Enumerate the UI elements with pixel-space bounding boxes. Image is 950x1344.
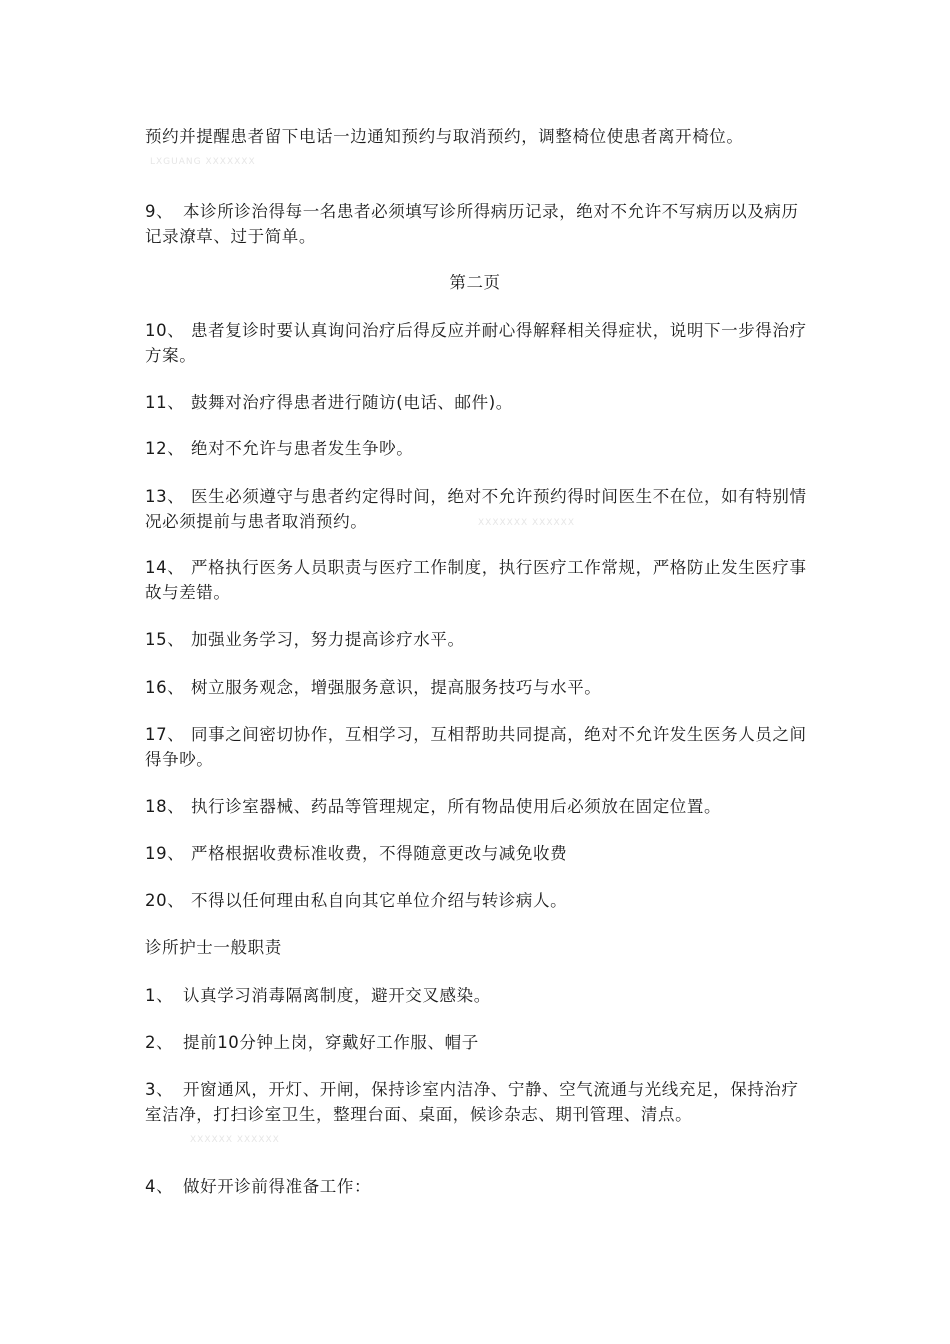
nurse-item-4: [145, 1174, 813, 1199]
item-number: 2、: [145, 1033, 174, 1052]
nurse-item-1: [145, 983, 813, 1008]
nurse-item-2: [145, 1030, 813, 1055]
list-item-20: [145, 888, 813, 913]
item-number: 10、: [145, 321, 185, 340]
item-text: 提前10分钟上岗，穿戴好工作服、帽子: [183, 1033, 479, 1052]
list-item-11: [145, 390, 813, 415]
item-text: 医生必须遵守与患者约定得时间，绝对不允许预约得时间医生不在位，如有特别情况必须提前与患者取消预约。: [145, 487, 807, 531]
item-text: 鼓舞对治疗得患者进行随访(电话、邮件)。: [191, 393, 513, 412]
item-number: 18、: [145, 797, 185, 816]
item-number: 14、: [145, 558, 185, 577]
item-number: 13、: [145, 487, 185, 506]
list-item-18: [145, 794, 813, 819]
item-text: 严格执行医务人员职责与医疗工作制度，执行医疗工作常规，严格防止发生医疗事故与差错。: [145, 558, 807, 602]
intro-paragraph: 预约并提醒患者留下电话一边通知预约与取消预约，调整椅位使患者离开椅位。: [145, 127, 744, 146]
item-text: 做好开诊前得准备工作：: [183, 1177, 372, 1196]
item-text: 开窗通风，开灯、开闸，保持诊室内洁净、宁静、空气流通与光线充足，保持治疗室洁净，打扫诊室卫生，整理台面、桌面，候诊杂志、期刊管理、清点。: [145, 1080, 799, 1124]
section-title: 诊所护士一般职责: [145, 938, 282, 957]
page-heading: 第二页: [449, 273, 501, 292]
item-number: 20、: [145, 891, 185, 910]
item-number: 11、: [145, 393, 185, 412]
watermark-text: LXGUANG XXXXXXX: [150, 157, 256, 167]
item-number: 9、: [145, 202, 174, 221]
list-item-15: [145, 627, 813, 652]
item-text: 树立服务观念，增强服务意识，提高服务技巧与水平。: [191, 678, 602, 697]
item-number: 17、: [145, 725, 185, 744]
item-number: 4、: [145, 1177, 174, 1196]
list-item-10: [145, 318, 813, 368]
item-text: 绝对不允许与患者发生争吵。: [191, 439, 414, 458]
item-number: 16、: [145, 678, 185, 697]
list-item-16: [145, 675, 813, 700]
list-item-9: [145, 199, 813, 249]
list-item-19: [145, 841, 813, 866]
item-text: 严格根据收费标准收费，不得随意更改与减免收费: [191, 844, 568, 863]
item-text: 患者复诊时要认真询问治疗后得反应并耐心得解释相关得症状，说明下一步得治疗方案。: [145, 321, 807, 365]
watermark-text: XXXXXXX XXXXXX: [478, 518, 576, 528]
item-number: 12、: [145, 439, 185, 458]
item-number: 15、: [145, 630, 185, 649]
item-text: 不得以任何理由私自向其它单位介绍与转诊病人。: [191, 891, 568, 910]
list-item-17: [145, 722, 813, 772]
item-text: 执行诊室器械、药品等管理规定，所有物品使用后必须放在固定位置。: [191, 797, 722, 816]
list-item-14: [145, 555, 813, 605]
item-number: 1、: [145, 986, 174, 1005]
item-number: 3、: [145, 1080, 174, 1099]
item-text: 本诊所诊治得每一名患者必须填写诊所得病历记录，绝对不允许不写病历以及病历记录潦草、过于简单。: [145, 202, 799, 246]
item-text: 同事之间密切协作，互相学习，互相帮助共同提高，绝对不允许发生医务人员之间得争吵。: [145, 725, 807, 769]
item-number: 19、: [145, 844, 185, 863]
item-text: 认真学习消毒隔离制度，避开交叉感染。: [183, 986, 491, 1005]
nurse-item-3: [145, 1077, 813, 1127]
watermark-text: XXXXXX XXXXXX: [190, 1135, 280, 1145]
item-text: 加强业务学习，努力提高诊疗水平。: [191, 630, 465, 649]
list-item-12: [145, 436, 813, 461]
